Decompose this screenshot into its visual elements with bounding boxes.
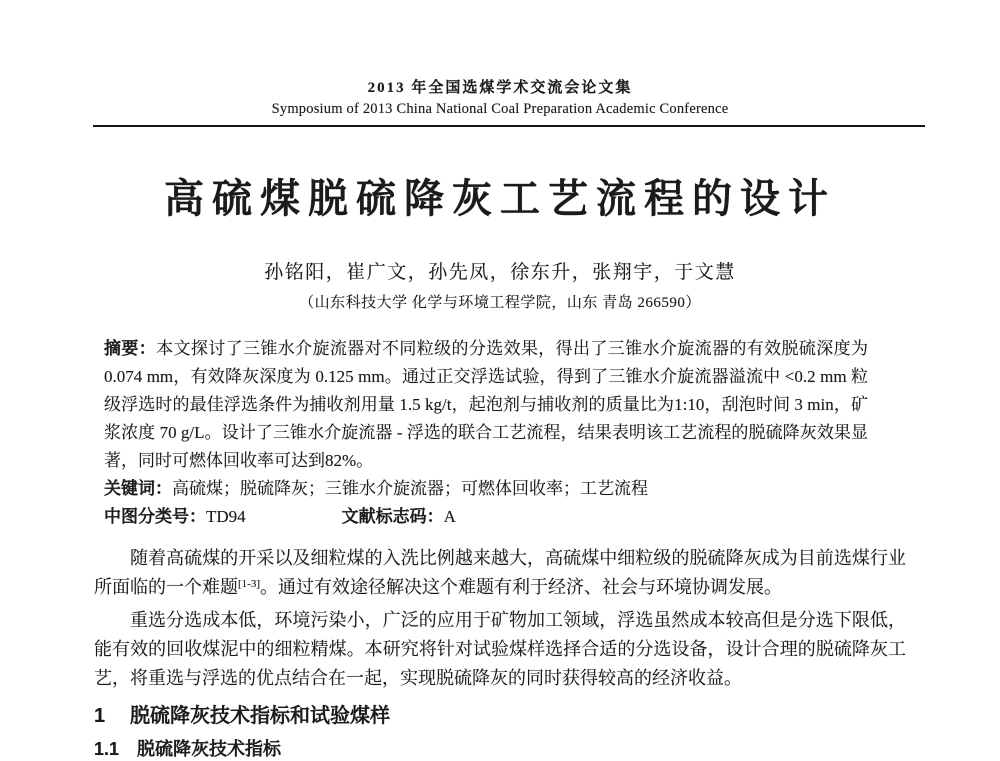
abstract-text: 本文探讨了三锥水介旋流器对不同粒级的分选效果，得出了三锥水介旋流器的有效脱硫深度为 0.074 mm，有效降灰深度为 0.125 mm。通过正交浮选试验，得到了三锥水介旋流器溢流中 <0.2 mm 粒级浮选时的最佳浮选条件为捕收剂用量 1.5 kg/t，起泡剂与捕收剂的质量比为1:10，刮泡时间 3 min，矿浆浓度 70 g/L。设计了三锥水介旋流器 - 浮选的联合工艺流程，结果表明该工艺流程的脱硫降灰效果显著，同时可燃体回收率可达到82%。: [104, 339, 869, 470]
keywords-label: 关键词：: [104, 479, 172, 498]
citation-ref: [1-3]: [238, 578, 260, 590]
front-matter: [94, 335, 906, 531]
section-1-number: 1: [94, 705, 106, 727]
abstract-paragraph: [104, 335, 868, 475]
clc-value: TD94: [206, 507, 246, 526]
paragraph-1-text: 随着高硫煤的开采以及细粒煤的入洗比例越来越大，高硫煤中细粒级的脱硫降灰成为目前选煤行业所面临的一个难题: [94, 548, 906, 597]
affiliation-line: （山东科技大学 化学与环境工程学院，山东 青岛 266590）: [299, 295, 701, 311]
paper-title: 高硫煤脱硫降灰工艺流程的设计: [164, 177, 836, 221]
body-text: [94, 544, 906, 693]
proceedings-title-en: Symposium of 2013 China National Coal Preparation Academic Conference: [271, 101, 729, 117]
clc-label: 中图分类号：: [104, 507, 206, 526]
doc-code-value: A: [443, 507, 456, 526]
keywords-text: 高硫煤；脱硫降灰；三锥水介旋流器；可燃体回收率；工艺流程: [172, 479, 648, 498]
running-head: [94, 0, 906, 118]
classification-line: [104, 503, 868, 531]
section-1-1-number: 1.1: [94, 739, 120, 759]
section-1-1-title: 脱硫降灰技术指标: [137, 739, 282, 759]
paper-page: [94, 0, 906, 761]
doc-code-label: 文献标志码：: [341, 507, 444, 526]
section-1-title: 脱硫降灰技术指标和试验煤样: [130, 705, 390, 727]
header-rule: [93, 125, 925, 127]
paragraph-1-continuation: 。通过有效途径解决这个难题有利于经济、社会与环境协调发展。: [260, 577, 782, 597]
paragraph-2: 重选分选成本低，环境污染小，广泛的应用于矿物加工领域，浮选虽然成本较高但是分选下限低，能有效的回收煤泥中的细粒精煤。本研究将针对试验煤样选择合适的分选设备，设计合理的脱硫降灰工艺，将重选与浮选的优点结合在一起，实现脱硫降灰的同时获得较高的经济收益。: [94, 610, 906, 688]
paragraph-1: [94, 544, 906, 602]
authors-line: 孙铭阳，崔广文，孙先凤，徐东升，张翔宇，于文慧: [264, 262, 736, 283]
abstract-label: 摘要：: [104, 339, 157, 358]
section-heading-1-1: [94, 737, 906, 761]
keywords-line: [104, 475, 868, 503]
section-heading-1: [94, 704, 906, 728]
proceedings-title-cn: 2013 年全国选煤学术交流会论文集: [367, 80, 633, 96]
